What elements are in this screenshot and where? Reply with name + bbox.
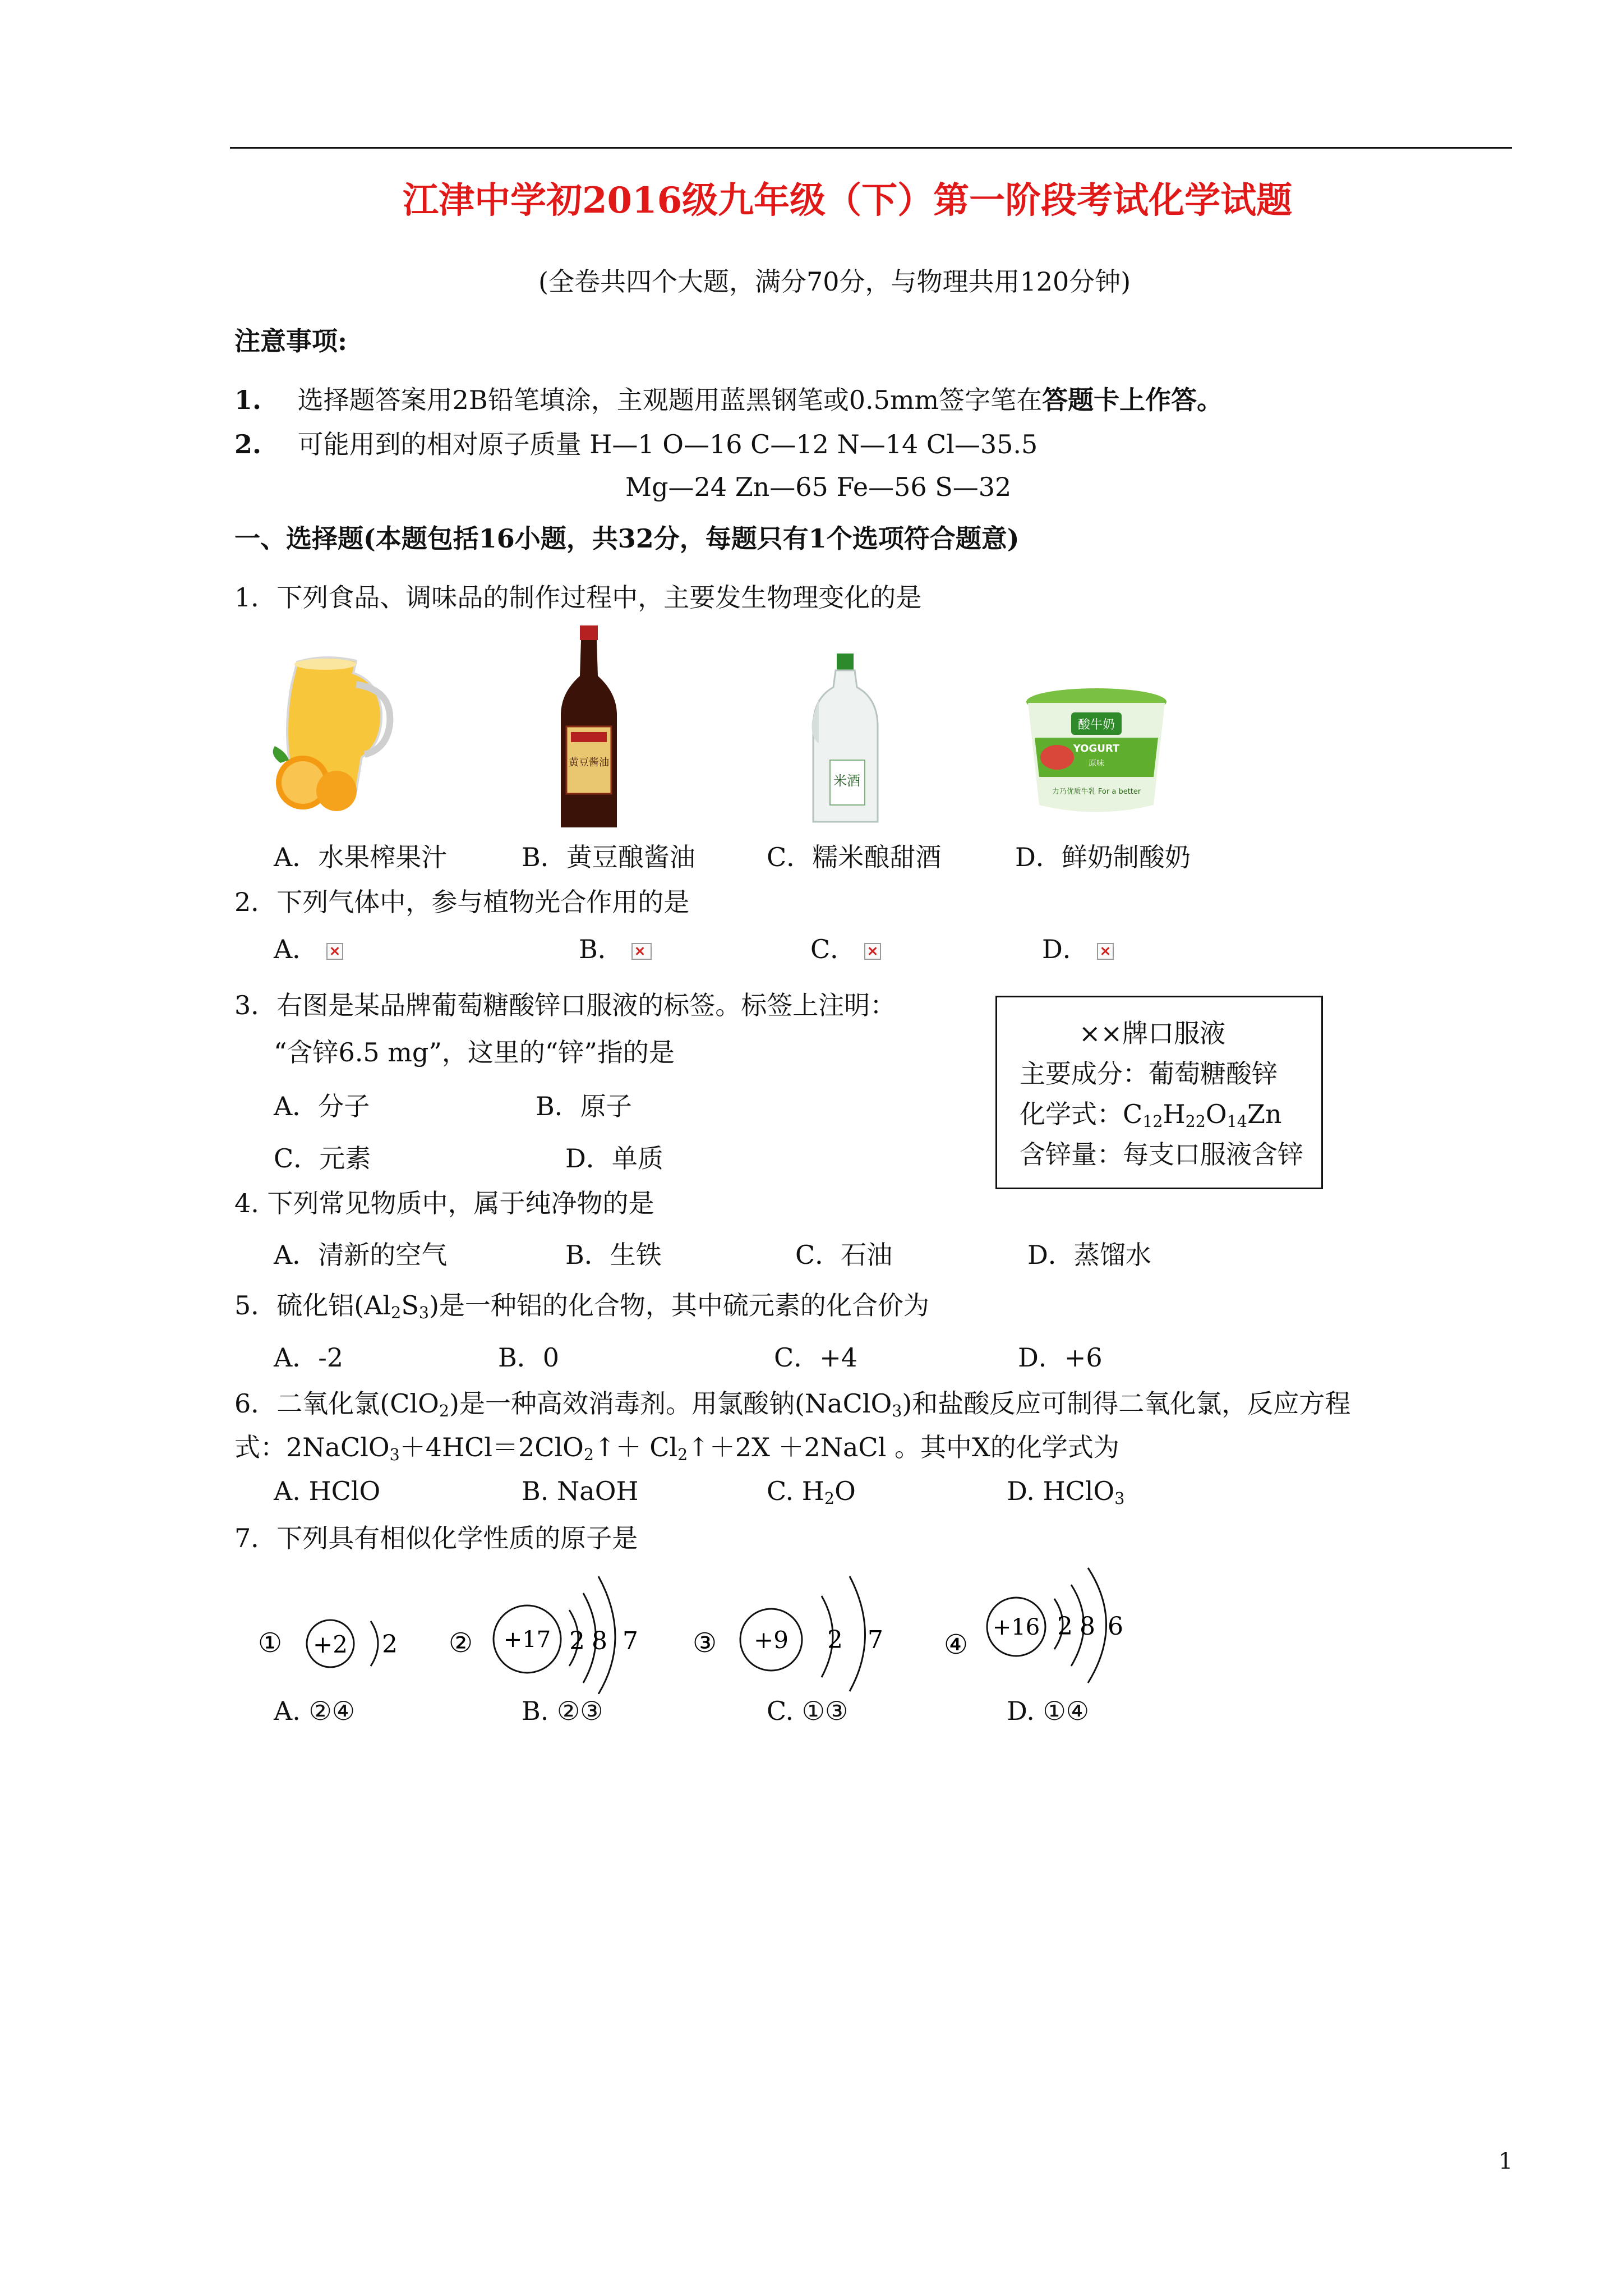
q7-option-a: A. ②④: [274, 1696, 355, 1726]
notice-item-2: [234, 427, 1038, 461]
atom-diagram-4: [944, 1568, 1123, 1683]
q2-option-b-label: B．: [579, 934, 624, 964]
q7-option-b: B. ②③: [522, 1696, 603, 1726]
atom-2-shell-3: 7: [623, 1627, 638, 1655]
atom-2-shell-2: 8: [592, 1627, 607, 1655]
label-box-line2-prefix: 化学式：: [1020, 1099, 1123, 1129]
q6-option-d: D. HClO$_3$: [1007, 1476, 1125, 1508]
q2-option-c: [810, 932, 881, 966]
yogurt-small-text: 原味: [1089, 759, 1104, 768]
atom-2-shell-1: 2: [569, 1627, 585, 1655]
chemical-formula: $C_{12}H_{22}O_{14}Zn$: [1123, 1099, 1282, 1131]
q6-option-c: C. $H_2O$: [767, 1476, 856, 1508]
q2-option-b: [579, 932, 652, 966]
q3-option-a: A．分子: [274, 1091, 370, 1121]
notice-item-1: [234, 383, 1223, 417]
notice-heading: 注意事项:: [234, 326, 347, 356]
atom-1-index: ①: [258, 1627, 283, 1659]
q2-option-a: [274, 932, 343, 966]
q3-option-b: B．原子: [536, 1091, 632, 1121]
q6-option-a: A. HClO: [274, 1476, 381, 1506]
q4-option-c: C．石油: [795, 1240, 893, 1270]
atom-3-nucleus: +9: [754, 1626, 789, 1654]
q5-option-b: B．0: [498, 1342, 560, 1373]
q5-option-c: C．+4: [774, 1342, 858, 1373]
q1-stem: 1．下列食品、调味品的制作过程中，主要发生物理变化的是: [234, 582, 922, 613]
atom-diagram-2: [449, 1576, 638, 1694]
q4-option-b: B．生铁: [565, 1240, 662, 1270]
broken-image-icon: [1097, 943, 1114, 960]
section1-heading: 一、选择题(本题包括16小题，共32分，每题只有1个选项符合题意): [234, 523, 1020, 554]
q3-option-d: D．单质: [565, 1143, 663, 1174]
q3-stem-line2: “含锌6.5 mg”，这里的“锌”指的是: [274, 1037, 675, 1068]
atom-diagram-3: [693, 1576, 883, 1691]
product-label-box: [995, 996, 1323, 1189]
notice-item-2-line2: Mg—24 Zn—65 Fe—56 S—32: [625, 472, 1012, 502]
q5-stem: 5．硫化铝$(Al_2S_3)$是一种铝的化合物，其中硫元素的化合价为: [234, 1290, 929, 1323]
q7-stem: 7．下列具有相似化学性质的原子是: [234, 1523, 638, 1553]
broken-image-icon: [631, 943, 652, 960]
label-box-line1: 主要成分：葡萄糖酸锌: [1020, 1059, 1278, 1089]
atomic-structure-diagrams: [255, 1565, 1152, 1694]
soy-sauce-bottle-image: [555, 625, 623, 833]
yogurt-cup-image: [1023, 687, 1169, 816]
atom-1-shell-1: 2: [382, 1630, 398, 1659]
juice-pitcher-image: [258, 651, 404, 819]
q2-option-d: [1042, 932, 1114, 966]
page-title: 江津中学初2016级九年级（下）第一阶段考试化学试题: [403, 180, 1293, 222]
atom-3-index: ③: [693, 1627, 717, 1659]
broken-image-icon: [864, 943, 881, 960]
atom-2-index: ②: [449, 1627, 473, 1659]
header-rule: [230, 147, 1512, 149]
broken-image-icon: [326, 943, 343, 960]
label-box-line3: 含锌量：每支口服液含锌: [1020, 1139, 1303, 1170]
q2-option-a-label: A．: [274, 934, 319, 964]
notice-item-1-bold: 答题卡上作答。: [1042, 385, 1223, 415]
atom-3-shell-1: 2: [827, 1626, 843, 1654]
yogurt-en-text: YOGURT: [1073, 743, 1120, 754]
notice-item-1-text: 选择题答案用2B铅笔填涂，主观题用蓝黑钢笔或0.5mm签字笔在: [297, 385, 1043, 415]
atom-4-shell-1: 2: [1057, 1612, 1073, 1641]
soy-bottle-label: 黄豆酱油: [569, 757, 609, 769]
q6-stem-line1: 6．二氧化氯(ClO$_2$)是一种高效消毒剂。用氯酸钠(NaClO$_3$)和盐酸反应可制得二氧化氯，反应方程: [234, 1388, 1351, 1421]
notice-item-2-text: 可能用到的相对原子质量 H—1 O—16 C—12 N—14 Cl—35.5: [297, 429, 1038, 459]
atom-4-index: ④: [944, 1629, 969, 1660]
q3-option-c: C．元素: [274, 1143, 371, 1174]
notice-item-2-number: 2.: [234, 429, 262, 459]
q1-option-d: D．鲜奶制酸奶: [1015, 842, 1191, 872]
label-box-line2: [1020, 1097, 1282, 1139]
atom-4-shell-2: 8: [1080, 1612, 1095, 1641]
q2-stem: 2．下列气体中，参与植物光合作用的是: [234, 887, 690, 917]
atom-4-nucleus: +16: [992, 1614, 1040, 1640]
atom-2-nucleus: +17: [503, 1627, 551, 1653]
yogurt-brand-text: 酸牛奶: [1077, 718, 1115, 732]
q5-option-a: A．-2: [274, 1342, 344, 1373]
q5-option-d: D．+6: [1018, 1342, 1103, 1373]
rice-wine-jug-image: [808, 654, 886, 827]
wine-jug-label: 米酒: [833, 773, 860, 789]
q4-stem: 4. 下列常见物质中，属于纯净物的是: [234, 1188, 654, 1218]
q4-option-a: A．清新的空气: [274, 1240, 448, 1270]
q6-stem-line2: 式：2NaClO$_3$＋4HCl＝2ClO$_2$↑＋ $Cl_2↑+2X$ ＋2NaCl 。其中X的化学式为: [234, 1432, 1119, 1465]
atom-4-shell-3: 6: [1108, 1612, 1123, 1641]
page-subtitle: (全卷共四个大题，满分70分，与物理共用120分钟): [538, 266, 1131, 297]
label-box-title: ××牌口服液: [1079, 1018, 1226, 1048]
q3-stem-line1: 3．右图是某品牌葡萄糖酸锌口服液的标签。标签上注明：: [234, 990, 896, 1020]
q6-option-b: B. NaOH: [522, 1476, 639, 1506]
q7-option-d: D. ①④: [1007, 1696, 1089, 1726]
q7-option-c: C. ①③: [767, 1696, 849, 1726]
page-number: 1: [1498, 2148, 1513, 2174]
atom-diagram-1: [258, 1620, 398, 1667]
q4-option-d: D．蒸馏水: [1027, 1240, 1151, 1270]
q1-option-a: A．水果榨果汁: [274, 842, 448, 872]
q1-option-b: B．黄豆酿酱油: [522, 842, 695, 872]
yogurt-bottom-text: 力乃优质牛乳 For a better: [1052, 788, 1141, 796]
atom-1-nucleus: +2: [313, 1631, 348, 1658]
q2-option-c-label: C．: [810, 934, 856, 964]
atom-3-shell-2: 7: [868, 1626, 883, 1654]
notice-item-1-number: 1.: [234, 385, 262, 415]
q2-option-d-label: D．: [1042, 934, 1089, 964]
q1-option-c: C．糯米酿甜酒: [767, 842, 942, 872]
